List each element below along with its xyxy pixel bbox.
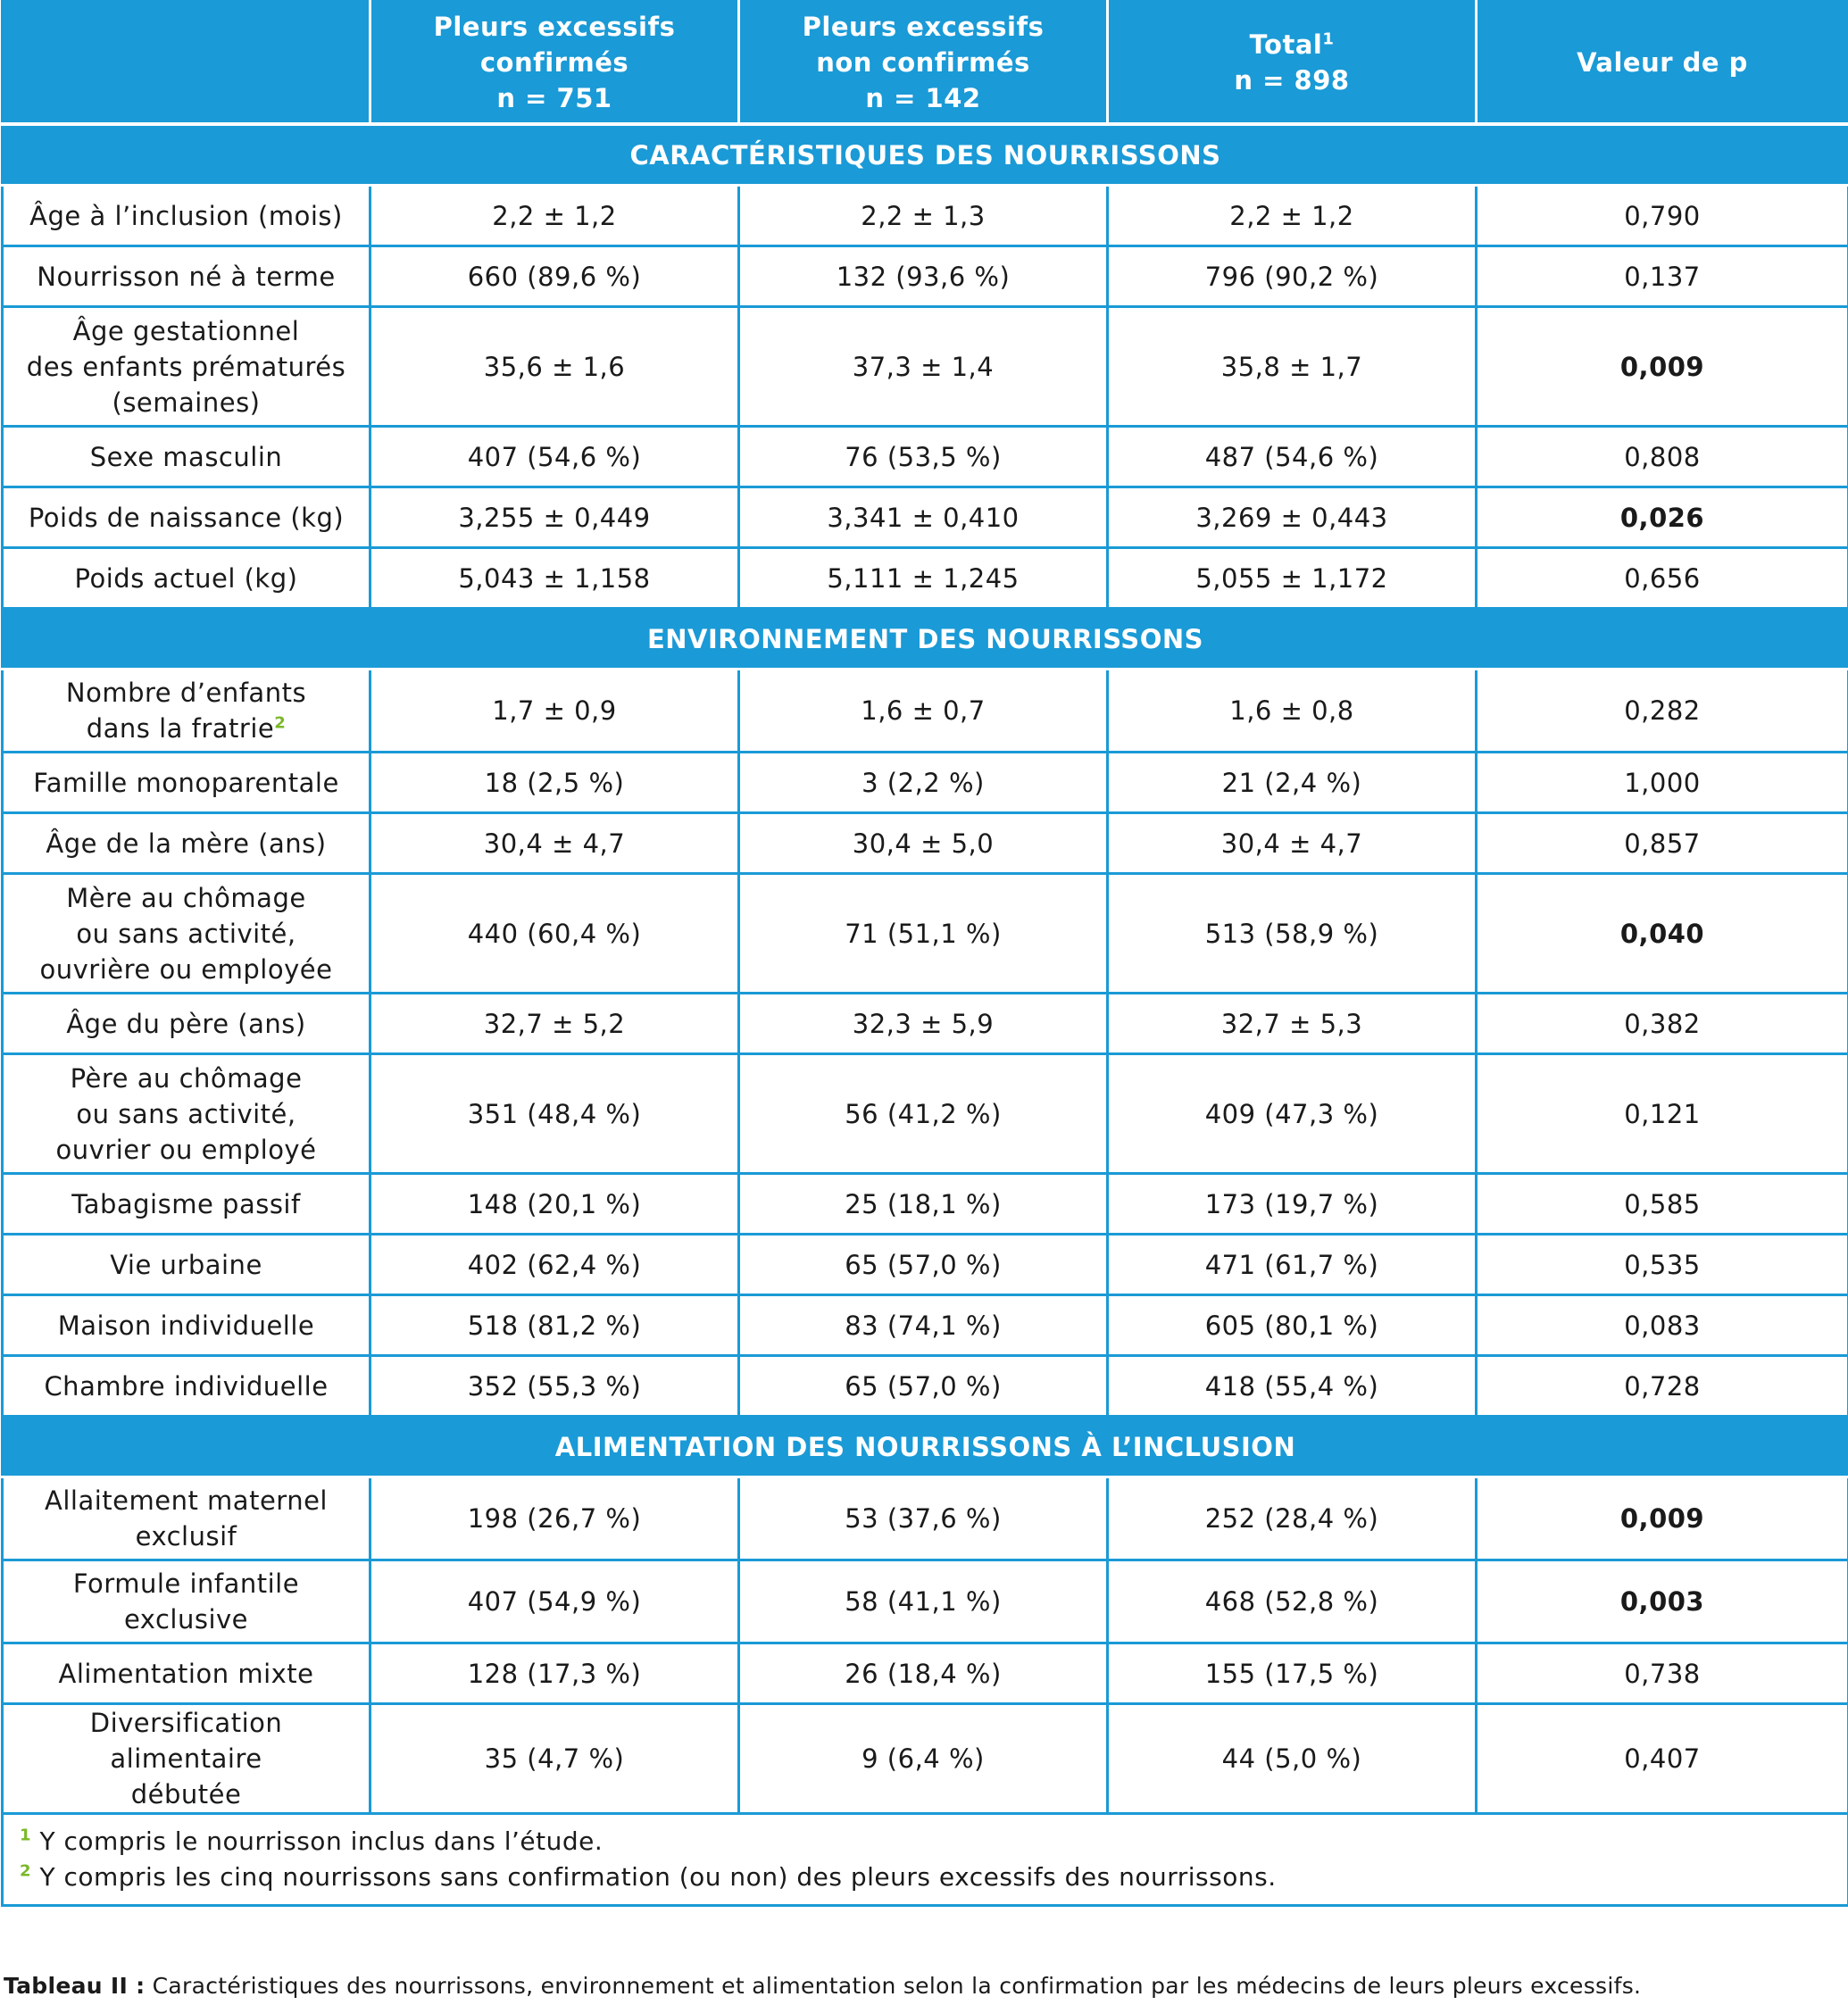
footnote-text: Y compris le nourrisson inclus dans l’étude. — [39, 1826, 604, 1856]
header-total — [1108, 2, 1477, 125]
data-table — [1, 0, 1848, 1907]
row-label-line — [12, 1483, 360, 1518]
row-label-text: Formule infantile — [72, 1568, 300, 1599]
cell-c3: 409 (47,3 %) — [1108, 1054, 1477, 1174]
footnote — [20, 1824, 1831, 1859]
row-label-text: Âge gestationnel — [72, 315, 300, 346]
cell-c1: 148 (20,1 %) — [370, 1174, 739, 1235]
header-confirmed-line1: Pleurs excessifs — [433, 12, 676, 42]
table-row — [3, 1704, 1848, 1814]
row-label — [3, 753, 370, 813]
cell-c3: 605 (80,1 %) — [1108, 1295, 1477, 1356]
header-not-confirmed-line3: n = 142 — [865, 83, 981, 113]
cell-c3: 155 (17,5 %) — [1108, 1643, 1477, 1704]
row-label-text: Poids de naissance (kg) — [28, 502, 345, 533]
cell-c1: 351 (48,4 %) — [370, 1054, 739, 1174]
cell-c1: 440 (60,4 %) — [370, 874, 739, 994]
table-row — [3, 1356, 1848, 1417]
cell-c3: 44 (5,0 %) — [1108, 1704, 1477, 1814]
cell-c3: 173 (19,7 %) — [1108, 1174, 1477, 1235]
cell-c3: 796 (90,2 %) — [1108, 246, 1477, 307]
row-label-text: ou sans activité, — [76, 1098, 296, 1129]
row-label-line — [12, 1369, 360, 1404]
cell-c3: 513 (58,9 %) — [1108, 874, 1477, 994]
row-label — [3, 427, 370, 487]
row-label-line — [12, 916, 360, 952]
cell-p-value: 0,407 — [1477, 1704, 1848, 1814]
footnote — [20, 1859, 1831, 1895]
cell-p-value: 0,009 — [1477, 1477, 1848, 1560]
table-row — [3, 307, 1848, 427]
cell-c1: 352 (55,3 %) — [370, 1356, 739, 1417]
table-row — [3, 487, 1848, 548]
cell-c2: 32,3 ± 5,9 — [739, 994, 1108, 1054]
row-label-line — [12, 765, 360, 801]
row-label — [3, 1704, 370, 1814]
row-label-line — [12, 1518, 360, 1554]
cell-p-value: 0,009 — [1477, 307, 1848, 427]
row-label-line — [12, 1656, 360, 1692]
cell-c1: 128 (17,3 %) — [370, 1643, 739, 1704]
cell-p-value: 0,137 — [1477, 246, 1848, 307]
row-label — [3, 874, 370, 994]
cell-c2: 1,6 ± 0,7 — [739, 670, 1108, 753]
footnote-number: 1 — [20, 1826, 32, 1845]
row-label — [3, 487, 370, 548]
row-label-line — [12, 313, 360, 349]
row-label-text: Âge à l’inclusion (mois) — [29, 200, 343, 231]
row-label-text: Vie urbaine — [110, 1249, 262, 1280]
row-label-line — [12, 1186, 360, 1222]
row-label — [3, 1560, 370, 1643]
cell-c3: 418 (55,4 %) — [1108, 1356, 1477, 1417]
cell-c1: 30,4 ± 4,7 — [370, 813, 739, 874]
cell-c2: 65 (57,0 %) — [739, 1235, 1108, 1295]
footnote-number: 2 — [20, 1861, 32, 1881]
cell-c2: 9 (6,4 %) — [739, 1704, 1108, 1814]
table-caption — [0, 1971, 1848, 2001]
row-label-line — [12, 1776, 360, 1812]
row-label-line — [12, 385, 360, 420]
caption-label: Tableau II : — [4, 1973, 146, 1999]
cell-c2: 3 (2,2 %) — [739, 753, 1108, 813]
row-label — [3, 813, 370, 874]
cell-p-value: 0,738 — [1477, 1643, 1848, 1704]
cell-p-value: 0,121 — [1477, 1054, 1848, 1174]
cell-c3: 487 (54,6 %) — [1108, 427, 1477, 487]
row-label-text: Poids actuel (kg) — [74, 562, 298, 594]
cell-p-value: 1,000 — [1477, 753, 1848, 813]
header-confirmed-line2: confirmés — [479, 47, 629, 78]
table-row — [3, 813, 1848, 874]
row-label — [3, 1356, 370, 1417]
caption-text: Caractéristiques des nourrissons, environnement et alimentation selon la confirmation par les médecins de leurs pleurs excessifs. — [145, 1973, 1642, 1999]
header-not-confirmed — [739, 2, 1108, 125]
row-label-text: Allaitement maternel — [45, 1485, 328, 1516]
row-label — [3, 1643, 370, 1704]
header-row — [3, 2, 1848, 125]
section-header-row — [3, 124, 1848, 186]
header-not-confirmed-line2: non confirmés — [816, 47, 1030, 78]
cell-c2: 132 (93,6 %) — [739, 246, 1108, 307]
footnotes — [3, 1814, 1848, 1906]
row-label-line — [12, 711, 360, 746]
table-row — [3, 1560, 1848, 1643]
cell-p-value: 0,656 — [1477, 548, 1848, 609]
row-label — [3, 246, 370, 307]
cell-c2: 30,4 ± 5,0 — [739, 813, 1108, 874]
row-label-line — [12, 1705, 360, 1776]
cell-c1: 35 (4,7 %) — [370, 1704, 739, 1814]
cell-p-value: 0,857 — [1477, 813, 1848, 874]
cell-p-value: 0,003 — [1477, 1560, 1848, 1643]
cell-p-value: 0,585 — [1477, 1174, 1848, 1235]
row-label-text: dans la fratrie — [86, 713, 275, 744]
cell-c2: 76 (53,5 %) — [739, 427, 1108, 487]
row-label-line — [12, 952, 360, 987]
cell-c1: 32,7 ± 5,2 — [370, 994, 739, 1054]
row-label-text: Père au chômage — [70, 1062, 303, 1094]
row-label-line — [12, 198, 360, 234]
header-confirmed — [370, 2, 739, 125]
row-label-text: exclusive — [123, 1604, 249, 1635]
row-label-text: Maison individuelle — [57, 1310, 315, 1341]
row-label-line — [12, 1061, 360, 1096]
row-label-line — [12, 826, 360, 861]
row-label — [3, 307, 370, 427]
row-label-text: Âge du père (ans) — [66, 1008, 306, 1039]
table-row — [3, 427, 1848, 487]
cell-c2: 26 (18,4 %) — [739, 1643, 1108, 1704]
cell-p-value: 0,282 — [1477, 670, 1848, 753]
table-row — [3, 1174, 1848, 1235]
table-row — [3, 1235, 1848, 1295]
section-title: CARACTÉRISTIQUES DES NOURRISSONS — [3, 124, 1848, 186]
cell-c1: 2,2 ± 1,2 — [370, 186, 739, 246]
row-label-line — [12, 1247, 360, 1283]
row-label-line — [12, 259, 360, 295]
row-label-text: Mère au chômage — [66, 882, 306, 913]
table-row — [3, 1295, 1848, 1356]
header-total-label: Total — [1249, 29, 1323, 60]
row-label-text: (semaines) — [112, 387, 261, 418]
cell-c1: 402 (62,4 %) — [370, 1235, 739, 1295]
header-total-n: n = 898 — [1234, 65, 1350, 96]
cell-c1: 3,255 ± 0,449 — [370, 487, 739, 548]
cell-c2: 71 (51,1 %) — [739, 874, 1108, 994]
cell-c2: 37,3 ± 1,4 — [739, 307, 1108, 427]
cell-c3: 252 (28,4 %) — [1108, 1477, 1477, 1560]
row-label-line — [12, 1602, 360, 1637]
cell-c3: 2,2 ± 1,2 — [1108, 186, 1477, 246]
cell-c3: 471 (61,7 %) — [1108, 1235, 1477, 1295]
cell-c3: 32,7 ± 5,3 — [1108, 994, 1477, 1054]
section-title: ALIMENTATION DES NOURRISSONS À L’INCLUSION — [3, 1417, 1848, 1477]
cell-c2: 5,111 ± 1,245 — [739, 548, 1108, 609]
cell-c3: 30,4 ± 4,7 — [1108, 813, 1477, 874]
header-not-confirmed-line1: Pleurs excessifs — [802, 12, 1045, 42]
section-header-row — [3, 609, 1848, 670]
row-label-line — [12, 500, 360, 536]
cell-c3: 21 (2,4 %) — [1108, 753, 1477, 813]
cell-c2: 2,2 ± 1,3 — [739, 186, 1108, 246]
row-label — [3, 994, 370, 1054]
cell-p-value: 0,026 — [1477, 487, 1848, 548]
row-label-text: Nombre d’enfants — [65, 678, 307, 708]
row-label-line — [12, 1096, 360, 1132]
cell-p-value: 0,535 — [1477, 1235, 1848, 1295]
cell-c2: 83 (74,1 %) — [739, 1295, 1108, 1356]
table-row — [3, 874, 1848, 994]
cell-c3: 468 (52,8 %) — [1108, 1560, 1477, 1643]
row-label-text: ouvrier ou employé — [55, 1134, 317, 1165]
row-label — [3, 670, 370, 753]
row-label-line — [12, 1308, 360, 1344]
row-label-text: Diversification alimentaire — [89, 1708, 283, 1774]
table-row — [3, 994, 1848, 1054]
row-label-line — [12, 1006, 360, 1042]
table-row — [3, 753, 1848, 813]
row-label-line — [12, 1566, 360, 1602]
row-label-text: Alimentation mixte — [58, 1658, 314, 1689]
row-label-text: Famille monoparentale — [33, 767, 339, 798]
cell-c3: 1,6 ± 0,8 — [1108, 670, 1477, 753]
cell-c2: 53 (37,6 %) — [739, 1477, 1108, 1560]
cell-p-value: 0,040 — [1477, 874, 1848, 994]
row-label — [3, 1477, 370, 1560]
cell-p-value: 0,382 — [1477, 994, 1848, 1054]
cell-p-value: 0,083 — [1477, 1295, 1848, 1356]
cell-c3: 35,8 ± 1,7 — [1108, 307, 1477, 427]
table-row — [3, 1643, 1848, 1704]
cell-c1: 518 (81,2 %) — [370, 1295, 739, 1356]
cell-c3: 3,269 ± 0,443 — [1108, 487, 1477, 548]
header-p-value: Valeur de p — [1477, 2, 1848, 125]
cell-c1: 407 (54,6 %) — [370, 427, 739, 487]
cell-c3: 5,055 ± 1,172 — [1108, 548, 1477, 609]
row-label-text: débutée — [130, 1779, 242, 1809]
row-label-line — [12, 880, 360, 916]
cell-c2: 65 (57,0 %) — [739, 1356, 1108, 1417]
row-label-text: ouvrière ou employée — [39, 953, 333, 985]
row-label — [3, 548, 370, 609]
row-label-footnote: 2 — [274, 713, 287, 733]
cell-c2: 58 (41,1 %) — [739, 1560, 1108, 1643]
row-label-text: exclusif — [135, 1521, 237, 1552]
section-title: ENVIRONNEMENT DES NOURRISSONS — [3, 609, 1848, 670]
header-total-footnote: 1 — [1322, 29, 1335, 49]
table-row — [3, 1477, 1848, 1560]
table-row — [3, 1054, 1848, 1174]
row-label — [3, 1235, 370, 1295]
cell-c1: 198 (26,7 %) — [370, 1477, 739, 1560]
header-empty — [3, 2, 370, 125]
row-label — [3, 186, 370, 246]
row-label-text: Tabagisme passif — [71, 1188, 301, 1219]
table-row — [3, 246, 1848, 307]
table-body — [3, 124, 1848, 1906]
row-label-text: Chambre individuelle — [44, 1370, 329, 1402]
row-label-line — [12, 439, 360, 475]
cell-p-value: 0,790 — [1477, 186, 1848, 246]
row-label — [3, 1054, 370, 1174]
section-header-row — [3, 1417, 1848, 1477]
cell-p-value: 0,728 — [1477, 1356, 1848, 1417]
row-label-text: ou sans activité, — [76, 918, 296, 949]
header-confirmed-line3: n = 751 — [496, 83, 612, 113]
row-label-line — [12, 561, 360, 596]
row-label-line — [12, 1132, 360, 1168]
table-row — [3, 670, 1848, 753]
cell-c1: 1,7 ± 0,9 — [370, 670, 739, 753]
row-label — [3, 1174, 370, 1235]
footnote-text: Y compris les cinq nourrissons sans confirmation (ou non) des pleurs excessifs des nourrissons. — [39, 1862, 1277, 1892]
cell-p-value: 0,808 — [1477, 427, 1848, 487]
cell-c1: 407 (54,9 %) — [370, 1560, 739, 1643]
row-label-text: des enfants prématurés — [26, 351, 346, 382]
table-row — [3, 548, 1848, 609]
cell-c1: 5,043 ± 1,158 — [370, 548, 739, 609]
cell-c2: 25 (18,1 %) — [739, 1174, 1108, 1235]
row-label-line — [12, 349, 360, 385]
footnotes-row — [3, 1814, 1848, 1906]
cell-c1: 660 (89,6 %) — [370, 246, 739, 307]
row-label-text: Sexe masculin — [89, 441, 283, 472]
cell-c2: 3,341 ± 0,410 — [739, 487, 1108, 548]
row-label-text: Nourrisson né à terme — [37, 261, 336, 292]
cell-c2: 56 (41,2 %) — [739, 1054, 1108, 1174]
cell-c1: 35,6 ± 1,6 — [370, 307, 739, 427]
table-row — [3, 186, 1848, 246]
cell-c1: 18 (2,5 %) — [370, 753, 739, 813]
row-label-line — [12, 675, 360, 711]
row-label — [3, 1295, 370, 1356]
row-label-text: Âge de la mère (ans) — [46, 828, 327, 859]
